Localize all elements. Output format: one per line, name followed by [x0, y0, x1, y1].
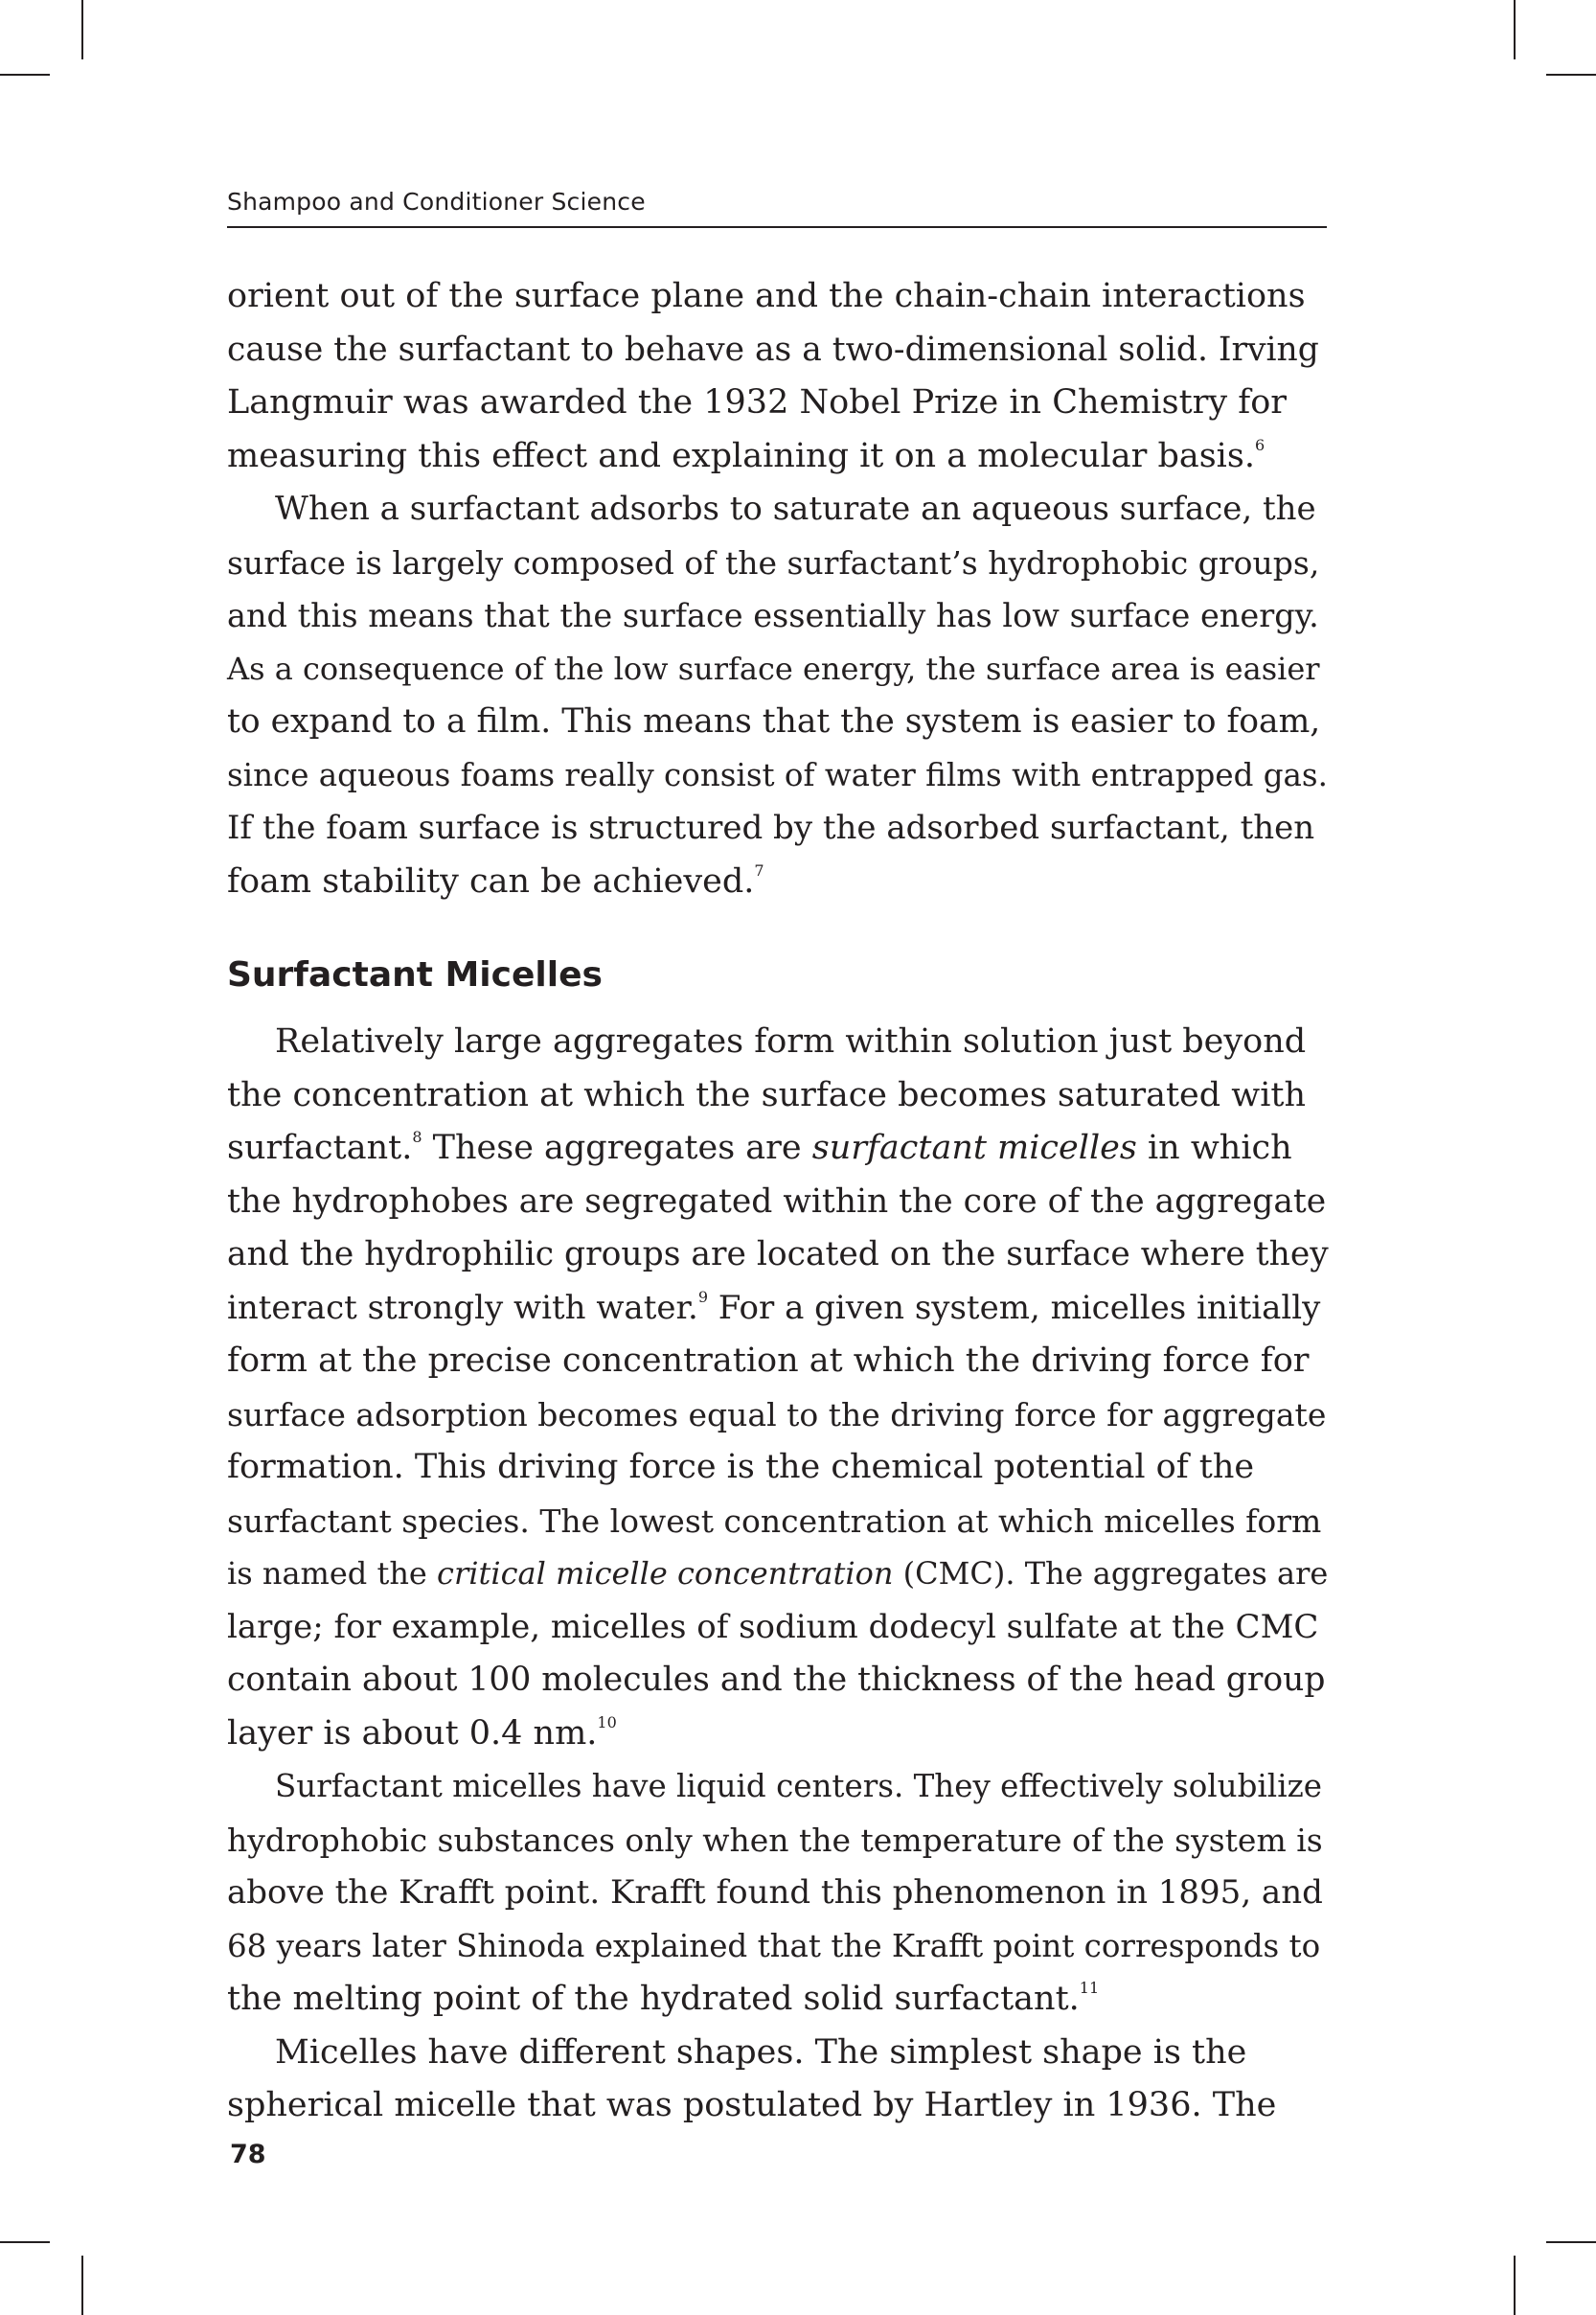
text-run: For a given system, micelles initially	[708, 1288, 1321, 1327]
text-run: interact strongly with water.	[227, 1288, 698, 1327]
paragraph-start-line: Surfactant micelles have liquid centers. They effectively solubilize	[275, 1768, 1322, 1804]
text-line	[227, 856, 1329, 909]
text-line	[227, 1708, 1329, 1761]
text-line: the hydrophobes are segregated within the core of the aggregate	[227, 1181, 1327, 1221]
text-line: surface adsorption becomes equal to the driving force for aggregate	[227, 1395, 1327, 1433]
text-run: layer is about 0.4 nm.	[227, 1713, 598, 1753]
italic-term: critical micelle concentration	[437, 1555, 894, 1592]
text-line: orient out of the surface plane and the chain-chain interactions	[227, 277, 1306, 315]
crop-mark-bottom-left-vertical	[81, 2256, 83, 2315]
footnote-reference: 7	[754, 860, 764, 880]
text-line: and the hydrophilic groups are located on the surface where they	[227, 1235, 1329, 1273]
footnote-reference: 6	[1254, 435, 1265, 454]
text-line: formation. This driving force is the chemical potential of the	[227, 1448, 1255, 1486]
text-line: If the foam surface is structured by the adsorbed surfactant, then	[227, 809, 1315, 847]
footnote-reference: 10	[597, 1712, 617, 1731]
text-line: contain about 100 molecules and the thickness of the head group	[227, 1661, 1326, 1699]
paragraph-start-line: When a surfactant adsorbs to saturate an aqueous surface, the	[275, 490, 1316, 528]
text-run: (CMC). The aggregates are	[893, 1555, 1329, 1592]
crop-mark-top-left-horizontal	[0, 74, 50, 76]
text-line: As a consequence of the low surface energy, the surface area is easier	[227, 650, 1320, 687]
crop-mark-top-right-horizontal	[1546, 74, 1596, 76]
crop-mark-bottom-right-vertical	[1514, 2256, 1516, 2315]
text-run: in which	[1136, 1129, 1292, 1167]
crop-mark-top-left-vertical	[81, 0, 83, 59]
page-number: 78	[230, 2140, 266, 2169]
text-line: and this means that the surface essentially has low surface energy.	[227, 597, 1319, 634]
running-head: Shampoo and Conditioner Science	[227, 188, 646, 216]
text-run: the melting point of the hydrated solid surfactant.	[227, 1980, 1080, 2018]
text-line: form at the precise concentration at which the driving force for	[227, 1341, 1310, 1380]
text-line: surfactant species. The lowest concentration at which micelles form	[227, 1501, 1322, 1540]
footnote-reference: 8	[412, 1128, 422, 1146]
text-line: surface is largely composed of the surfactant’s hydrophobic groups,	[227, 543, 1320, 582]
text-line: above the Krafft point. Krafft found this phenomenon in 1895, and	[227, 1873, 1323, 1912]
text-run: is named the	[227, 1555, 438, 1592]
body-text-block-1	[227, 270, 1329, 908]
text-line: 68 years later Shinoda explained that the Krafft point corresponds to	[227, 1927, 1321, 1964]
text-line	[227, 1282, 1329, 1336]
body-text-block-2	[227, 1016, 1329, 2133]
text-line: Langmuir was awarded the 1932 Nobel Prize in Chemistry for	[227, 383, 1288, 422]
text-line	[227, 1973, 1329, 2027]
text-line: since aqueous foams really consist of water films with entrapped gas.	[227, 756, 1328, 793]
text-line: cause the surfactant to behave as a two-dimensional solid. Irving	[227, 330, 1319, 369]
text-run: foam stability can be achieved.	[227, 861, 755, 901]
text-run: measuring this effect and explaining it on a molecular basis.	[227, 436, 1255, 475]
text-line	[227, 430, 1329, 484]
text-line	[227, 1122, 1329, 1176]
text-line: the concentration at which the surface becomes saturated with	[227, 1075, 1307, 1114]
section-heading: Surfactant Micelles	[227, 955, 603, 995]
footnote-reference: 9	[697, 1287, 708, 1306]
crop-mark-bottom-left-horizontal	[0, 2241, 50, 2243]
text-line: to expand to a film. This means that the system is easier to foam,	[227, 702, 1321, 741]
crop-mark-bottom-right-horizontal	[1546, 2241, 1596, 2243]
text-line	[227, 1547, 1329, 1601]
italic-term: surfactant micelles	[811, 1129, 1137, 1167]
text-run: These aggregates are	[422, 1129, 812, 1167]
footnote-reference: 11	[1079, 1979, 1100, 1997]
text-line: large; for example, micelles of sodium dodecyl sulfate at the CMC	[227, 1607, 1319, 1646]
running-head-rule	[227, 226, 1327, 228]
text-line: hydrophobic substances only when the temperature of the system is	[227, 1821, 1323, 1859]
text-run: surfactant.	[227, 1129, 413, 1167]
paragraph-start-line: Micelles have different shapes. The simplest shape is the	[275, 2032, 1247, 2072]
crop-mark-top-right-vertical	[1514, 0, 1516, 59]
paragraph-start-line: Relatively large aggregates form within solution just beyond	[275, 1022, 1307, 1061]
text-line: spherical micelle that was postulated by Hartley in 1936. The	[227, 2086, 1277, 2124]
